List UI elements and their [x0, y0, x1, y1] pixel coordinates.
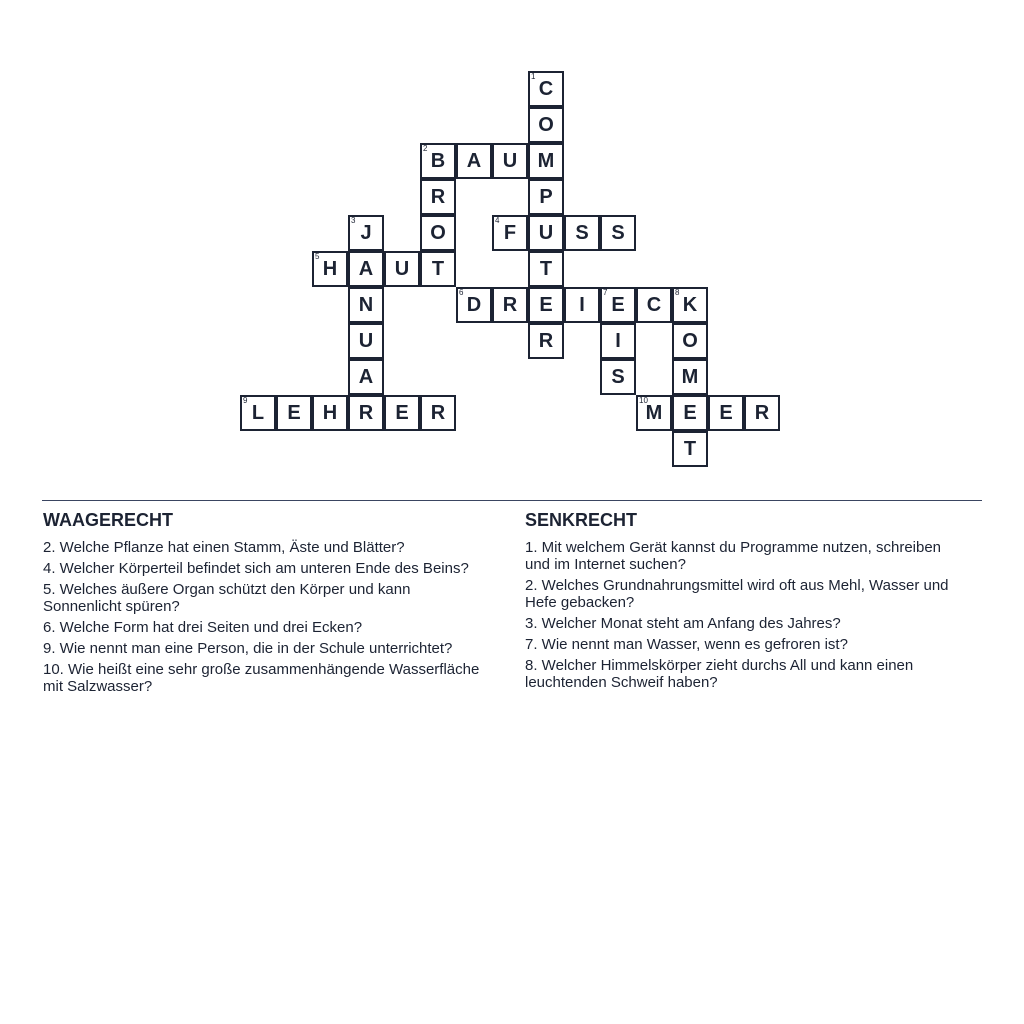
crossword-cell[interactable] [636, 395, 672, 431]
cell-letter: S [611, 365, 625, 388]
cell-letter: O [430, 221, 446, 244]
clue-number: 8 [675, 288, 680, 297]
crossword-cell[interactable] [528, 251, 564, 287]
cell-letter: F [503, 221, 517, 244]
crossword-cell[interactable] [564, 215, 600, 251]
crossword-cell[interactable] [600, 323, 636, 359]
crossword-cell[interactable] [384, 395, 420, 431]
across-clue: 10. Wie heißt eine sehr große zusammenhängende Wasserfläche mit Salzwasser? [43, 661, 480, 695]
cell-letter: C [538, 77, 554, 100]
cell-letter: K [682, 293, 698, 316]
down-clue: 8. Welcher Himmelskörper zieht durchs All und kann einen leuchtenden Schweif haben? [525, 657, 914, 691]
down-heading: SENKRECHT [525, 510, 638, 530]
down-clue-list [525, 539, 965, 691]
crossword-cell[interactable] [528, 179, 564, 215]
clue-number: 7 [603, 288, 608, 297]
crossword-cell[interactable] [672, 323, 708, 359]
cell-letter: M [681, 365, 699, 388]
cell-letter: O [682, 329, 698, 352]
across-clues-section [43, 510, 483, 699]
crossword-cell[interactable] [348, 395, 384, 431]
cell-letter: U [502, 149, 518, 172]
crossword-cell[interactable] [240, 395, 276, 431]
crossword-cell[interactable] [672, 359, 708, 395]
crossword-cell[interactable] [564, 287, 600, 323]
clue-number: 2 [423, 144, 428, 153]
crossword-cell[interactable] [348, 359, 384, 395]
crossword-cell[interactable] [672, 287, 708, 323]
crossword-cell[interactable] [348, 215, 384, 251]
crossword-cell[interactable] [672, 431, 708, 467]
across-clue: 2. Welche Pflanze hat einen Stamm, Äste und Blätter? [43, 539, 405, 556]
clue-number: 10 [639, 396, 648, 405]
cell-letter: N [358, 293, 374, 316]
down-clue: 7. Wie nennt man Wasser, wenn es gefroren ist? [525, 636, 848, 653]
crossword-cell[interactable] [708, 395, 744, 431]
cell-letter: E [683, 401, 697, 424]
cell-letter: E [539, 293, 553, 316]
crossword-cell[interactable] [528, 287, 564, 323]
crossword-cell[interactable] [528, 215, 564, 251]
crossword-cell[interactable] [348, 287, 384, 323]
clue-number: 4 [495, 216, 500, 225]
cell-letter: J [360, 221, 372, 244]
crossword-cell[interactable] [492, 215, 528, 251]
crossword-cell[interactable] [600, 215, 636, 251]
cell-letter: L [251, 401, 265, 424]
cell-letter: T [683, 437, 697, 460]
cell-letter: I [579, 293, 585, 316]
cell-letter: A [358, 365, 374, 388]
crossword-cell[interactable] [744, 395, 780, 431]
crossword-cell[interactable] [420, 215, 456, 251]
cell-letter: B [430, 149, 446, 172]
crossword-cell[interactable] [420, 143, 456, 179]
crossword-cell[interactable] [492, 143, 528, 179]
cell-letter: R [754, 401, 770, 424]
crossword-cell[interactable] [600, 287, 636, 323]
crossword-cell[interactable] [312, 395, 348, 431]
crossword-cell[interactable] [276, 395, 312, 431]
cell-letter: H [322, 401, 338, 424]
cell-letter: I [615, 329, 621, 352]
clue-number: 5 [315, 252, 320, 261]
cell-letter: H [322, 257, 338, 280]
down-clues-section [525, 510, 965, 695]
across-heading: WAAGERECHT [43, 510, 173, 530]
cell-letter: T [539, 257, 553, 280]
crossword-cell[interactable] [384, 251, 420, 287]
cell-letter: E [287, 401, 301, 424]
crossword-cell[interactable] [528, 143, 564, 179]
cell-letter: C [646, 293, 662, 316]
crossword-cell[interactable] [600, 359, 636, 395]
crossword-cell[interactable] [348, 323, 384, 359]
down-clue: 3. Welcher Monat steht am Anfang des Jahres? [525, 615, 841, 632]
cell-letter: R [358, 401, 374, 424]
across-clue: 9. Wie nennt man eine Person, die in der Schule unterrichtet? [43, 640, 453, 657]
clue-number: 1 [531, 72, 536, 81]
crossword-cell[interactable] [420, 395, 456, 431]
across-clue: 4. Welcher Körperteil befindet sich am unteren Ende des Beins? [43, 560, 469, 577]
cell-letter: E [719, 401, 733, 424]
crossword-cell[interactable] [492, 287, 528, 323]
crossword-grid [0, 0, 1024, 480]
down-clue: 2. Welches Grundnahrungsmittel wird oft aus Mehl, Wasser und Hefe gebacken? [525, 577, 949, 611]
crossword-cell[interactable] [528, 71, 564, 107]
crossword-cell[interactable] [420, 179, 456, 215]
cell-letter: R [430, 185, 446, 208]
cell-letter: E [395, 401, 409, 424]
cell-letter: U [394, 257, 410, 280]
cell-letter: M [537, 149, 555, 172]
crossword-cell[interactable] [528, 323, 564, 359]
crossword-cell[interactable] [456, 287, 492, 323]
across-clue: 5. Welches äußere Organ schützt den Körper und kann Sonnenlicht spüren? [43, 581, 411, 615]
cell-letter: O [538, 113, 554, 136]
crossword-cell[interactable] [420, 251, 456, 287]
down-clue: 1. Mit welchem Gerät kannst du Programme nutzen, schreiben und im Internet suchen? [525, 539, 942, 573]
cell-letter: T [431, 257, 445, 280]
cell-letter: A [358, 257, 374, 280]
cell-letter: E [611, 293, 625, 316]
cell-letter: S [575, 221, 589, 244]
cell-letter: D [466, 293, 482, 316]
crossword-cell[interactable] [348, 251, 384, 287]
crossword-cell[interactable] [636, 287, 672, 323]
cell-letter: R [430, 401, 446, 424]
cell-letter: M [645, 401, 663, 424]
clue-number: 6 [459, 288, 464, 297]
clue-number: 3 [351, 216, 356, 225]
cell-letter: A [466, 149, 482, 172]
divider [42, 500, 982, 501]
cell-letter: U [538, 221, 554, 244]
crossword-cell[interactable] [312, 251, 348, 287]
across-clue-list [43, 539, 483, 695]
cell-letter: P [539, 185, 553, 208]
crossword-cell[interactable] [456, 143, 492, 179]
cell-letter: U [358, 329, 374, 352]
cell-letter: R [538, 329, 554, 352]
clue-number: 9 [243, 396, 248, 405]
crossword-cell[interactable] [528, 107, 564, 143]
crossword-cell[interactable] [672, 395, 708, 431]
cell-letter: R [502, 293, 518, 316]
cell-letter: S [611, 221, 625, 244]
across-clue: 6. Welche Form hat drei Seiten und drei Ecken? [43, 619, 363, 636]
